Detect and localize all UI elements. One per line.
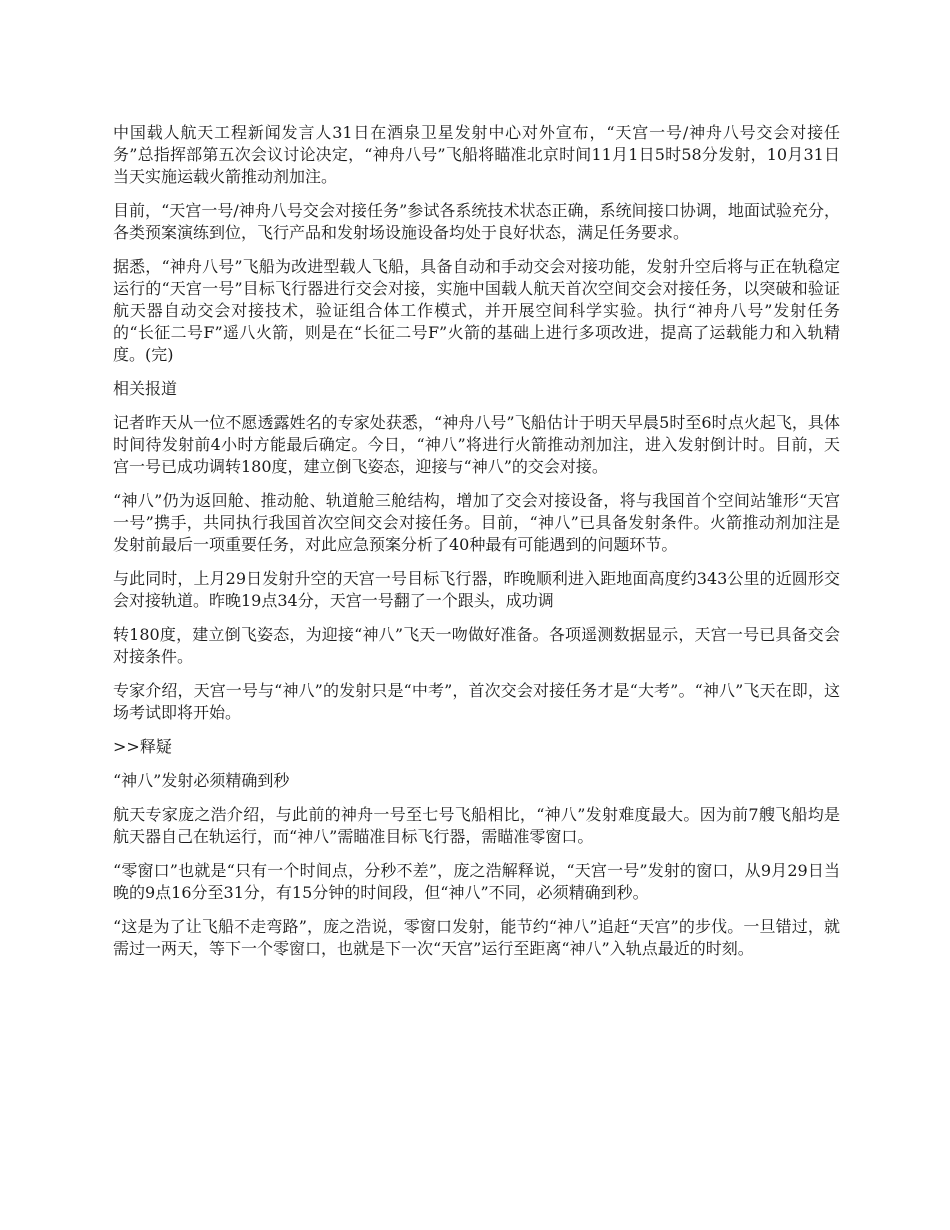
section-heading-related: 相关报道 <box>113 379 178 398</box>
paragraph-orbit: 与此同时，上月29日发射升空的天宫一号目标飞行器，昨晚顺利进入距地面高度约343公里的近圆形交会对接轨道。昨晚19点34分，天宫一号翻了一个跟头，成功调 <box>113 569 840 610</box>
paragraph-expert: 专家介绍，天宫一号与“神八”的发射只是“中考”，首次交会对接任务才是“大考”。“神八”飞天在即，这场考试即将开始。 <box>113 681 840 722</box>
paragraph-structure: “神八”仍为返回舱、推动舱、轨道舱三舱结构，增加了交会对接设备，将与我国首个空间站雏形“天宫一号”携手，共同执行我国首次空间交会对接任务。目前，“神八”已具备发射条件。火箭推动剂加注是发射前最后一项重要任务，对此应急预案分析了40种最有可能遇到的问题环节。 <box>113 491 840 554</box>
paragraph-announcement: 中国载人航天工程新闻发言人31日在酒泉卫星发射中心对外宣布，“天宫一号/神舟八号交会对接任务”总指挥部第五次会议讨论决定，“神舟八号”飞船将瞄准北京时间11月1日5时58分发射，10月31日当天实施运载火箭推动剂加注。 <box>113 123 840 186</box>
paragraph-spacecraft-details: 据悉，“神舟八号”飞船为改进型载人飞船，具备自动和手动交会对接功能，发射升空后将与正在轨稳定运行的“天宫一号”目标飞行器进行交会对接，实施中国载人航天首次空间交会对接任务，以突破和验证航天器自动交会对接技术，验证组合体工作模式，并开展空间科学实验。执行“神舟八号”发射任务的“长征二号F”遥八火箭，则是在“长征二号F”火箭的基础上进行多项改进，提高了运载能力和入轨精度。(完) <box>113 257 840 364</box>
article-body <box>113 122 840 972</box>
section-heading-faq: >>释疑 <box>113 737 172 756</box>
paragraph-no-detour: “这是为了让飞船不走弯路”，庞之浩说，零窗口发射，能节约“神八”追赶“天宫”的步伐。一旦错过，就需过一两天，等下一个零窗口，也就是下一次“天宫”运行至距离“神八”入轨点最近的时刻。 <box>113 917 840 958</box>
paragraph-status: 目前，“天宫一号/神舟八号交会对接任务”参试各系统技术状态正确，系统间接口协调，地面试验充分，各类预案演练到位，飞行产品和发射场设施设备均处于良好状态，满足任务要求。 <box>113 201 840 242</box>
paragraph-attitude: 转180度，建立倒飞姿态，为迎接“神八”飞天一吻做好准备。各项遥测数据显示，天宫一号已具备交会对接条件。 <box>113 625 840 666</box>
paragraph-zero-window: “零窗口”也就是“只有一个时间点，分秒不差”，庞之浩解释说，“天宫一号”发射的窗口，从9月29日当晚的9点16分至31分，有15分钟的时间段，但“神八”不同，必须精确到秒。 <box>113 861 840 902</box>
paragraph-launch-time: 记者昨天从一位不愿透露姓名的专家处获悉，“神舟八号”飞船估计于明天早晨5时至6时点火起飞，具体时间待发射前4小时方能最后确定。今日，“神八”将进行火箭推动剂加注，进入发射倒计时。目前，天宫一号已成功调转180度，建立倒飞姿态，迎接与“神八”的交会对接。 <box>113 413 840 476</box>
paragraph-difficulty: 航天专家庞之浩介绍，与此前的神舟一号至七号飞船相比，“神八”发射难度最大。因为前7艘飞船均是航天器自己在轨运行，而“神八”需瞄准目标飞行器，需瞄准零窗口。 <box>113 805 840 846</box>
subheading-precision: “神八”发射必须精确到秒 <box>113 771 290 790</box>
